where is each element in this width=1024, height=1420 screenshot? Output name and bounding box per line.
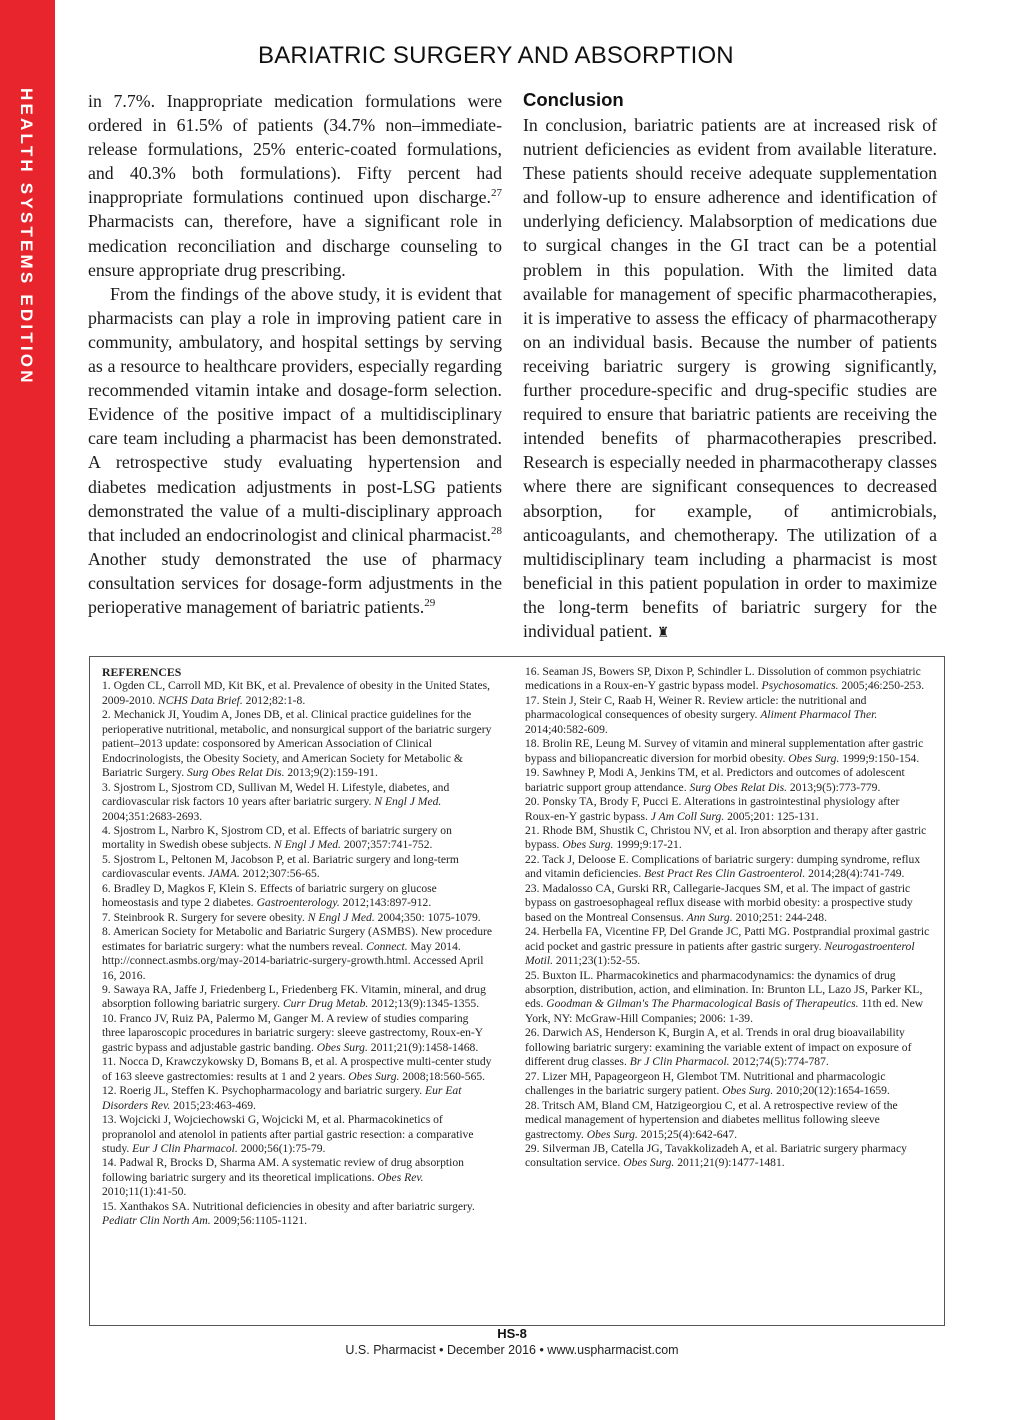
reference-text: 27. Lizer MH, Papageorgeon H, Glembot TM. Nutritional and pharmacologic challenges in the bariatric surgery patient. bbox=[525, 1069, 886, 1098]
footer-publication-line: U.S. Pharmacist • December 2016 • www.uspharmacist.com bbox=[345, 1343, 679, 1357]
reference-journal: NCHS Data Brief. bbox=[158, 693, 243, 707]
reference-citation: 2011;21(9):1458-1468. bbox=[367, 1040, 479, 1054]
reference-item bbox=[102, 1156, 492, 1199]
reference-journal: Obes Surg. bbox=[348, 1069, 400, 1083]
reference-item bbox=[525, 665, 930, 694]
reference-item bbox=[525, 694, 930, 737]
reference-item bbox=[525, 1026, 930, 1069]
reference-text: 26. Darwich AS, Henderson K, Burgin A, et al. Trends in oral drug bioavailability following bariatric surgery: examining the variable extent of impact on exposure of different drug classes. bbox=[525, 1026, 912, 1069]
reference-text: 1. Ogden CL, Carroll MD, Kit BK, et al. Prevalence of obesity in the United States, 2009-2010. bbox=[102, 679, 490, 707]
reference-citation: 2011;23(1):52-55. bbox=[553, 954, 641, 968]
reference-item bbox=[102, 882, 492, 911]
reference-citation: 1999;9:150-154. bbox=[839, 751, 920, 765]
reference-citation: 2015;23:463-469. bbox=[170, 1098, 256, 1112]
citation-29: 29 bbox=[424, 596, 436, 609]
reference-journal: Gastroenterology. bbox=[256, 896, 340, 910]
reference-citation: 2014;40:582-609. bbox=[525, 722, 608, 736]
reference-text: 16. Seaman JS, Bowers SP, Dixon P, Schindler L. Dissolution of common psychiatric medications in a Roux-en-Y gastric bypass model. bbox=[525, 665, 921, 693]
reference-journal: Ann Surg. bbox=[686, 910, 733, 924]
reference-item bbox=[102, 1084, 492, 1113]
reference-item bbox=[102, 1012, 492, 1055]
reference-text: 13. Wojcicki J, Wojciechowski G, Wojcicki M, et al. Pharmacokinetics of propranolol and atenolol in patients after partial gastric resection: a comparative study. bbox=[102, 1113, 474, 1155]
reference-item bbox=[525, 766, 930, 795]
reference-journal: JAMA. bbox=[207, 867, 240, 881]
paragraph-2 bbox=[88, 282, 502, 619]
reference-item bbox=[102, 824, 492, 853]
running-head: BARIATRIC SURGERY AND ABSORPTION bbox=[258, 42, 734, 69]
reference-citation: 2000;56(1):75-79. bbox=[237, 1141, 326, 1155]
paragraph-2-text-b: Another study demonstrated the use of pharmacy consultation services for dosage-form adjustments in the perioperative management of bariatric patients. bbox=[88, 548, 502, 617]
references-box bbox=[89, 656, 945, 1326]
reference-citation: 2013;9(2):159-191. bbox=[284, 766, 378, 780]
reference-item bbox=[525, 737, 930, 766]
reference-text: 7. Steinbrook R. Surgery for severe obesity. bbox=[102, 910, 308, 924]
reference-item bbox=[102, 1113, 492, 1156]
reference-text: 10. Franco JV, Ruiz PA, Palermo M, Ganger M. A review of studies comparing three laparoscopic procedures in bariatric surgery: sleeve gastrectomy, Roux-en-Y gastric bypass and adjustable gastric banding. bbox=[102, 1011, 483, 1054]
reference-journal: N Engl J Med. bbox=[307, 910, 375, 924]
reference-citation: 11th ed. New York, NY: McGraw-Hill Companies; 2006: 1-39. bbox=[525, 997, 924, 1025]
edition-sidebar bbox=[0, 0, 55, 1420]
reference-text: 6. Bradley D, Magkos F, Klein S. Effects of bariatric surgery on glucose homeostasis and type 2 diabetes. bbox=[102, 881, 437, 910]
reference-item bbox=[525, 1099, 930, 1142]
reference-journal: Surg Obes Relat Dis. bbox=[689, 780, 787, 794]
reference-item bbox=[525, 882, 930, 925]
reference-journal: N Engl J Med. bbox=[374, 795, 442, 809]
reference-citation: 2015;25(4):642-647. bbox=[637, 1127, 738, 1141]
citation-28: 28 bbox=[491, 524, 502, 537]
reference-journal: Br J Clin Pharmacol. bbox=[629, 1055, 730, 1069]
reference-text: 24. Herbella FA, Vicentine FP, Del Grande JC, Patti MG. Postprandial proximal gastric acid pocket and gastric pressure in patients after gastric surgery. bbox=[525, 925, 930, 953]
reference-text: 28. Tritsch AM, Bland CM, Hatzigeorgiou C, et al. A retrospective review of the medical management of hypertension and diabetes mellitus following sleeve gastrectomy. bbox=[525, 1098, 898, 1141]
reference-citation: May 2014. http://connect.asmbs.org/may-2014-bariatric-surgery-growth.html. Accessed April 16, 2016. bbox=[102, 939, 484, 982]
reference-item bbox=[102, 708, 492, 780]
references-title: REFERENCES bbox=[102, 665, 182, 679]
left-column bbox=[88, 89, 502, 619]
reference-text: 15. Xanthakos SA. Nutritional deficiencies in obesity and after bariatric surgery. bbox=[102, 1199, 475, 1213]
reference-citation: 2004;350: 1075-1079. bbox=[374, 910, 481, 924]
reference-journal: Neurogastroenterol Motil. bbox=[525, 939, 915, 968]
reference-item bbox=[525, 853, 930, 882]
reference-journal: Eur J Clin Pharmacol. bbox=[132, 1141, 238, 1155]
reference-journal: Pediatr Clin North Am. bbox=[102, 1214, 211, 1228]
reference-citation: 2005;46:250-253. bbox=[838, 679, 925, 693]
end-of-article-icon: ♜ bbox=[656, 625, 670, 641]
reference-text: 21. Rhode BM, Shustik C, Christou NV, et al. Iron absorption and therapy after gastric bypass. bbox=[525, 823, 927, 852]
reference-journal: J Am Coll Surg. bbox=[650, 809, 725, 823]
reference-citation: 2010;20(12):1654-1659. bbox=[773, 1084, 890, 1098]
reference-citation: 2012;143:897-912. bbox=[339, 896, 432, 910]
right-column bbox=[523, 89, 937, 646]
reference-text: 12. Roerig JL, Steffen K. Psychopharmacology and bariatric surgery. bbox=[102, 1084, 426, 1098]
reference-journal: Obes Surg. bbox=[586, 1127, 638, 1141]
reference-citation: 2010;251: 244-248. bbox=[732, 910, 827, 924]
reference-item bbox=[102, 1200, 492, 1229]
reference-item bbox=[525, 925, 930, 968]
reference-journal: Best Pract Res Clin Gastroenterol. bbox=[644, 867, 806, 881]
reference-journal: Obes Rev. bbox=[377, 1170, 424, 1184]
reference-journal: Obes Surg. bbox=[722, 1084, 774, 1098]
reference-item bbox=[102, 781, 492, 824]
reference-journal: N Engl J Med. bbox=[273, 838, 341, 852]
reference-item bbox=[102, 911, 492, 925]
reference-item bbox=[525, 1142, 930, 1171]
reference-journal: Goodman & Gilman's The Pharmacological Basis of Therapeutics. bbox=[546, 997, 859, 1011]
reference-text: 17. Stein J, Steir C, Raab H, Weiner R. Review article: the nutritional and pharmacological consequences of obesity surgery. bbox=[525, 693, 867, 722]
reference-text: 23. Madalosso CA, Gurski RR, Callegarie-Jacques SM, et al. The impact of gastric bypass on gastroesophageal reflux disease with morbid obesity: a prospective study based on the Montreal Consensus. bbox=[525, 881, 913, 924]
reference-text: 9. Sawaya RA, Jaffe J, Friedenberg L, Friedenberg FK. Vitamin, mineral, and drug absorption following bariatric surgery. bbox=[102, 982, 486, 1011]
reference-item bbox=[102, 983, 492, 1012]
reference-text: 19. Sawhney P, Modi A, Jenkins TM, et al. Predictors and outcomes of adolescent bariatric support group attendance. bbox=[525, 766, 905, 794]
reference-text: 11. Nocca D, Krawczykowsky D, Bomans B, et al. A prospective multi-center study of 163 sleeve gastrectomies: results at 1 and 2 years. bbox=[102, 1055, 492, 1083]
paragraph-2-text-a: From the findings of the above study, it is evident that pharmacists can play a role in improving patient care in community, ambulatory, and hospital settings by serving as a resource to healthcare providers, especially regarding recommended vitamin intake and dosage-form selection. Evidence of the positive impact of a multidisciplinary care team including a pharmacist has been demonstrated. A retrospective study evaluating hypertension and diabetes medication adjustments in post-LSG patients demonstrated the value of a multi-disciplinary approach that included an endocrinologist and clinical pharmacist. bbox=[88, 283, 502, 545]
reference-citation: 2011;21(9):1477-1481. bbox=[674, 1156, 785, 1170]
reference-text: 8. American Society for Metabolic and Bariatric Surgery (ASMBS). New procedure estimates for bariatric surgery: what the numbers reveal. bbox=[102, 925, 493, 953]
reference-journal: Obes Surg. bbox=[562, 838, 614, 852]
paragraph-1-text-a: in 7.7%. Inappropriate medication formulations were ordered in 61.5% of patients (34.7% non–immediate-release formulations, 25% enteric-coated formulations, and 40.3% both formulations). Fifty percent had inappropriate formulations continued upon discharge. bbox=[88, 91, 502, 208]
edition-label: HEALTH SYSTEMS EDITION bbox=[17, 88, 36, 386]
reference-journal: Surg Obes Relat Dis. bbox=[187, 766, 285, 780]
reference-journal: Obes Surg. bbox=[623, 1156, 675, 1170]
reference-item bbox=[102, 679, 492, 708]
citation-27: 27 bbox=[491, 187, 502, 200]
reference-journal: Obes Surg. bbox=[788, 751, 840, 765]
references-right-column bbox=[525, 665, 930, 1171]
reference-journal: Obes Surg. bbox=[316, 1040, 368, 1054]
reference-journal: Psychosomatics. bbox=[761, 679, 839, 693]
reference-item bbox=[525, 795, 930, 824]
reference-citation: 2004;351:2683-2693. bbox=[102, 809, 203, 823]
reference-text: 22. Tack J, Deloose E. Complications of bariatric surgery: dumping syndrome, reflux and vitamin deficiencies. bbox=[525, 852, 921, 881]
paragraph-1 bbox=[88, 89, 502, 282]
reference-text: 14. Padwal R, Brocks D, Sharma AM. A systematic review of drug absorption following bariatric surgery and its theoretical implications. bbox=[102, 1156, 464, 1184]
reference-citation: 2013;9(5):773-779. bbox=[786, 780, 881, 794]
reference-text: 29. Silverman JB, Catella JG, Tavakkolizadeh A, et al. Bariatric surgery pharmacy consultation service. bbox=[525, 1141, 907, 1170]
reference-citation: 2012;82:1-8. bbox=[242, 693, 306, 707]
reference-citation: 2010;11(1):41-50. bbox=[102, 1185, 187, 1199]
conclusion-text: In conclusion, bariatric patients are at increased risk of nutrient deficiencies as evident from available literature. These patients should receive adequate supplementation and follow-up to ensure adherence and identification of underlying deficiency. Malabsorption of medications due to surgical changes in the GI tract can be a potential problem in this population. With the limited data available for management of specific pharmacotherapies, it is imperative to assess the efficacy of pharmacotherapy on an individual basis. Because the number of patients receiving bariatric surgery is growing significantly, further procedure-specific and drug-specific studies are required to ensure that bariatric patients are receiving the intended benefits of pharmacotherapies prescribed. Research is especially needed in pharmacotherapy classes where there are significant consequences to decreased absorption, for example, of antimicrobials, anticoagulants, and chemotherapy. The utilization of a multidisciplinary team including a pharmacist is most beneficial in this patient population in order to maximize the long-term benefits of bariatric surgery for the individual patient. bbox=[523, 115, 937, 641]
reference-journal: Aliment Pharmacol Ther. bbox=[760, 708, 878, 722]
reference-citation: 2005;201: 125-131. bbox=[724, 809, 819, 823]
reference-citation: 2012;13(9):1345-1355. bbox=[368, 997, 480, 1011]
paragraph-1-text-b: Pharmacists can, therefore, have a significant role in medication reconciliation and discharge counseling to ensure appropriate drug prescribing. bbox=[88, 211, 502, 280]
reference-text: 2. Mechanick JI, Youdim A, Jones DB, et al. Clinical practice guidelines for the perioperative nutritional, metabolic, and nonsurgical support of the bariatric surgery patient–2013 update: cosponsored by American Association of Clinical Endocrinologists, the Obesity Society, and American Society for Metabolic & Bariatric Surgery. bbox=[102, 708, 492, 780]
reference-citation: 2007;357:741-752. bbox=[340, 838, 433, 852]
reference-citation: 2012;307:56-65. bbox=[239, 867, 320, 881]
reference-citation: 2009;56:1105-1121. bbox=[210, 1214, 308, 1228]
reference-citation: 2012;74(5):774-787. bbox=[729, 1055, 829, 1069]
reference-text: 18. Brolin RE, Leung M. Survey of vitamin and mineral supplementation after gastric bypass and biliopancreatic diversion for morbid obesity. bbox=[525, 737, 924, 765]
reference-item bbox=[102, 853, 492, 882]
reference-citation: 1999;9:17-21. bbox=[613, 838, 682, 852]
reference-item bbox=[525, 1070, 930, 1099]
reference-text: 25. Buxton IL. Pharmacokinetics and pharmacodynamics: the dynamics of drug absorption, distribution, action, and elimination. In: Brunton LL, Lazo JS, Parker KL, eds. bbox=[525, 968, 923, 1011]
reference-journal: Connect. bbox=[366, 939, 408, 953]
reference-item bbox=[525, 824, 930, 853]
reference-journal: Curr Drug Metab. bbox=[282, 997, 369, 1011]
reference-text: 5. Sjostrom L, Peltonen M, Jacobson P, et al. Bariatric surgery and long-term cardiovascular events. bbox=[102, 852, 459, 881]
conclusion-heading: Conclusion bbox=[523, 89, 624, 110]
reference-journal: Eur Eat Disorders Rev. bbox=[102, 1084, 462, 1112]
conclusion-paragraph bbox=[523, 113, 937, 646]
reference-text: 3. Sjostrom L, Sjostrom CD, Sullivan M, Wedel H. Lifestyle, diabetes, and cardiovascular risk factors 10 years after bariatric surgery. bbox=[102, 780, 450, 809]
reference-item bbox=[525, 969, 930, 1027]
reference-text: 20. Ponsky TA, Brody F, Pucci E. Alterations in gastrointestinal physiology after Roux-en-Y gastric bypass. bbox=[525, 795, 900, 823]
reference-item bbox=[102, 925, 492, 983]
reference-citation: 2008;18:560-565. bbox=[399, 1069, 486, 1083]
reference-item bbox=[102, 1055, 492, 1084]
page-number: HS-8 bbox=[497, 1326, 527, 1341]
reference-citation: 2014;28(4):741-749. bbox=[805, 867, 905, 881]
reference-text: 4. Sjostrom L, Narbro K, Sjostrom CD, et al. Effects of bariatric surgery on mortality in Swedish obese subjects. bbox=[102, 823, 452, 852]
references-left-column bbox=[102, 665, 492, 1229]
